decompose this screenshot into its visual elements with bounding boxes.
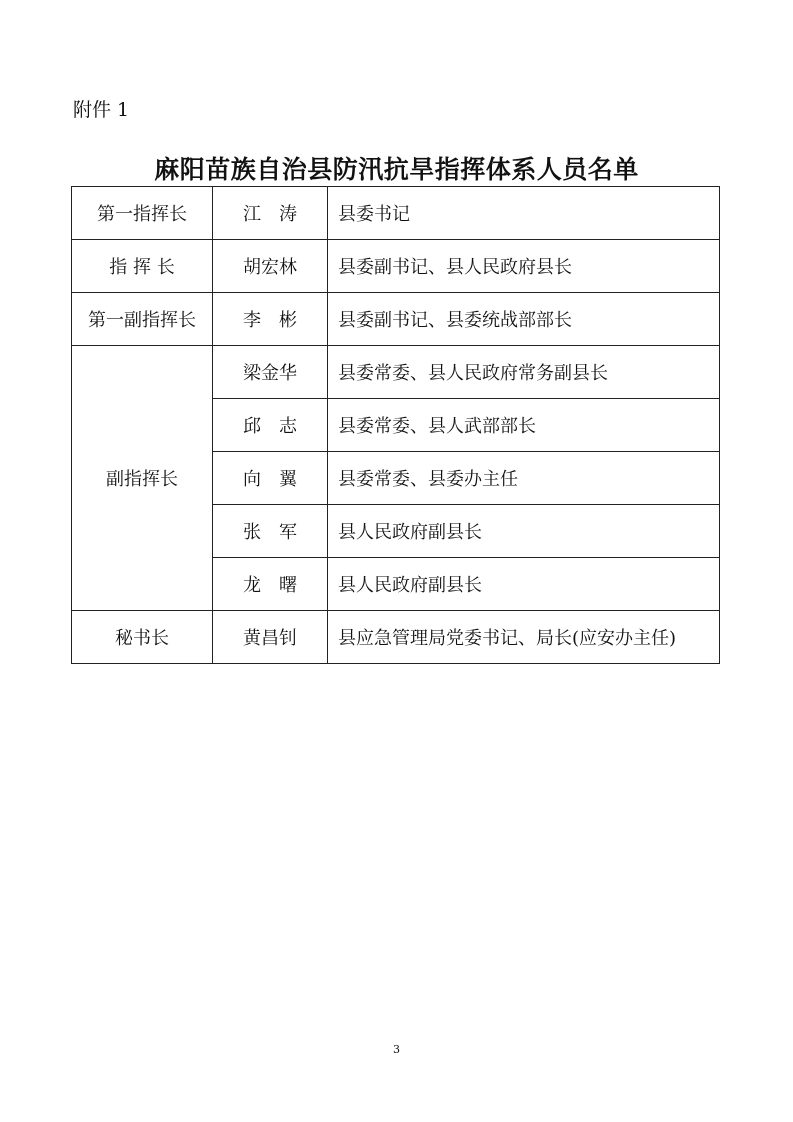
name-cell: 江 涛 — [213, 187, 328, 240]
personnel-table — [71, 186, 720, 664]
name-cell: 黄昌钊 — [213, 611, 328, 664]
position-cell: 县委副书记、县人民政府县长 — [328, 240, 720, 293]
table-row — [72, 611, 720, 664]
name-cell: 向 翼 — [213, 452, 328, 505]
role-cell: 指 挥 长 — [72, 240, 213, 293]
role-cell: 副指挥长 — [72, 346, 213, 611]
position-cell: 县人民政府副县长 — [328, 505, 720, 558]
position-cell: 县委副书记、县委统战部部长 — [328, 293, 720, 346]
table-row — [72, 293, 720, 346]
table-row — [72, 187, 720, 240]
document-title: 麻阳苗族自治县防汛抗旱指挥体系人员名单 — [154, 155, 639, 184]
name-cell: 龙 曙 — [213, 558, 328, 611]
position-cell: 县人民政府副县长 — [328, 558, 720, 611]
attachment-label: 附件 1 — [73, 99, 130, 121]
table-row — [72, 346, 720, 399]
name-cell: 胡宏林 — [213, 240, 328, 293]
role-cell: 第一副指挥长 — [72, 293, 213, 346]
name-cell: 梁金华 — [213, 346, 328, 399]
position-cell: 县应急管理局党委书记、局长(应安办主任) — [328, 611, 720, 664]
page-number: 3 — [393, 1043, 400, 1056]
name-cell: 邱 志 — [213, 399, 328, 452]
position-cell: 县委常委、县人民政府常务副县长 — [328, 346, 720, 399]
role-cell: 第一指挥长 — [72, 187, 213, 240]
name-cell: 张 军 — [213, 505, 328, 558]
name-cell: 李 彬 — [213, 293, 328, 346]
position-cell: 县委书记 — [328, 187, 720, 240]
role-cell: 秘书长 — [72, 611, 213, 664]
position-cell: 县委常委、县人武部部长 — [328, 399, 720, 452]
table-row — [72, 240, 720, 293]
position-cell: 县委常委、县委办主任 — [328, 452, 720, 505]
